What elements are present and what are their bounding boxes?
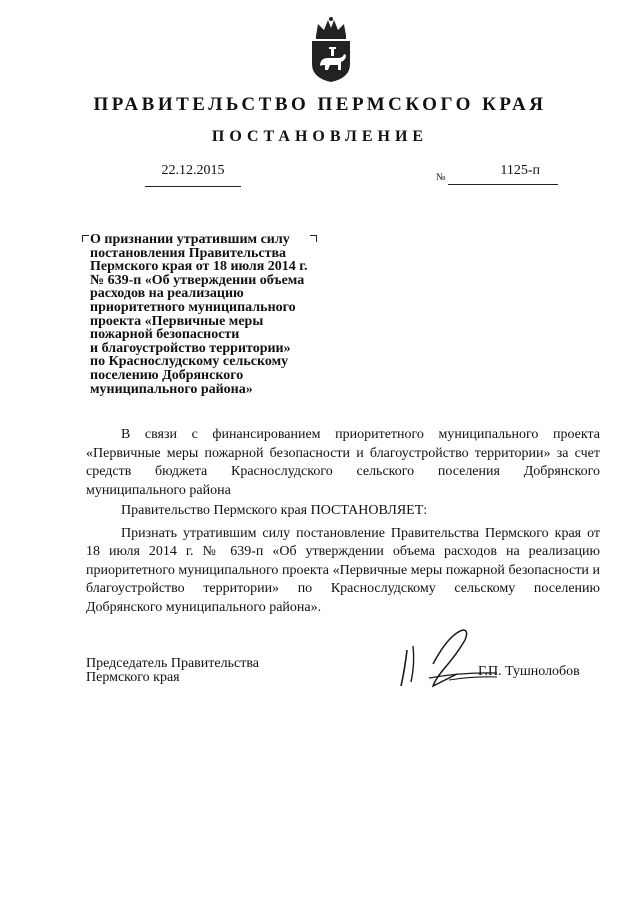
subject-line: и благоустройство территории» <box>90 340 291 356</box>
organization-name: ПРАВИТЕЛЬСТВО ПЕРМСКОГО КРАЯ <box>93 94 547 115</box>
subject-line: пожарной безопасности <box>90 327 240 343</box>
subject-line: расходов на реализацию <box>90 286 244 302</box>
signatory-title-line: Председатель Правительства <box>86 656 259 671</box>
subject-line: О признании утратившим силу <box>90 232 290 247</box>
body-paragraph: В связи с финансированием приоритетного муниципального проекта «Первичные меры пожарной безопасности и благоустройство территории» за счет средств бюджета Краснослудского сельского поселения Добрянского муниципального района <box>86 427 600 498</box>
document-subject <box>90 233 340 396</box>
subject-line: приоритетного муниципального <box>90 299 296 315</box>
subject-line: муниципального района» <box>90 381 253 397</box>
subject-line: постановления Правительства <box>90 245 286 261</box>
body-paragraph: Признать утратившим силу постановление Правительства Пермского края от 18 июля 2014 г. № 639-п «Об утверждении объема расходов на реализацию приоритетного муниципального проекта «Первичные меры пожарной безопасности и благоустройство территории» по Краснослудскому сельскому поселению Добрянского муниципального района». <box>86 525 600 615</box>
number-prefix: № <box>436 172 446 183</box>
document-type: ПОСТАНОВЛЕНИЕ <box>211 128 429 145</box>
signatory-title-line: Пермского края <box>86 670 180 685</box>
document-number: 1125-п <box>500 163 540 178</box>
document-date: 22.12.2015 <box>161 163 225 178</box>
handwritten-signature <box>393 620 513 695</box>
subject-line: по Краснослудскому сельскому <box>90 354 289 370</box>
coat-of-arms-icon <box>300 14 362 84</box>
signatory-title <box>86 657 259 685</box>
signatory-name: Г.П. Тушнолобов <box>478 664 580 679</box>
body-paragraph: Правительство Пермского края ПОСТАНОВЛЯЕТ: <box>121 503 428 518</box>
subject-line: проекта «Первичные меры <box>90 313 264 329</box>
subject-line: Пермского края от 18 июля 2014 г. <box>90 259 308 275</box>
subject-line: № 639-п «Об утверждении объема <box>90 272 305 288</box>
document-body <box>86 426 600 617</box>
subject-corner-left <box>82 235 89 242</box>
date-underline <box>145 186 241 187</box>
subject-line: поселению Добрянского <box>90 367 244 383</box>
number-underline <box>448 184 558 185</box>
